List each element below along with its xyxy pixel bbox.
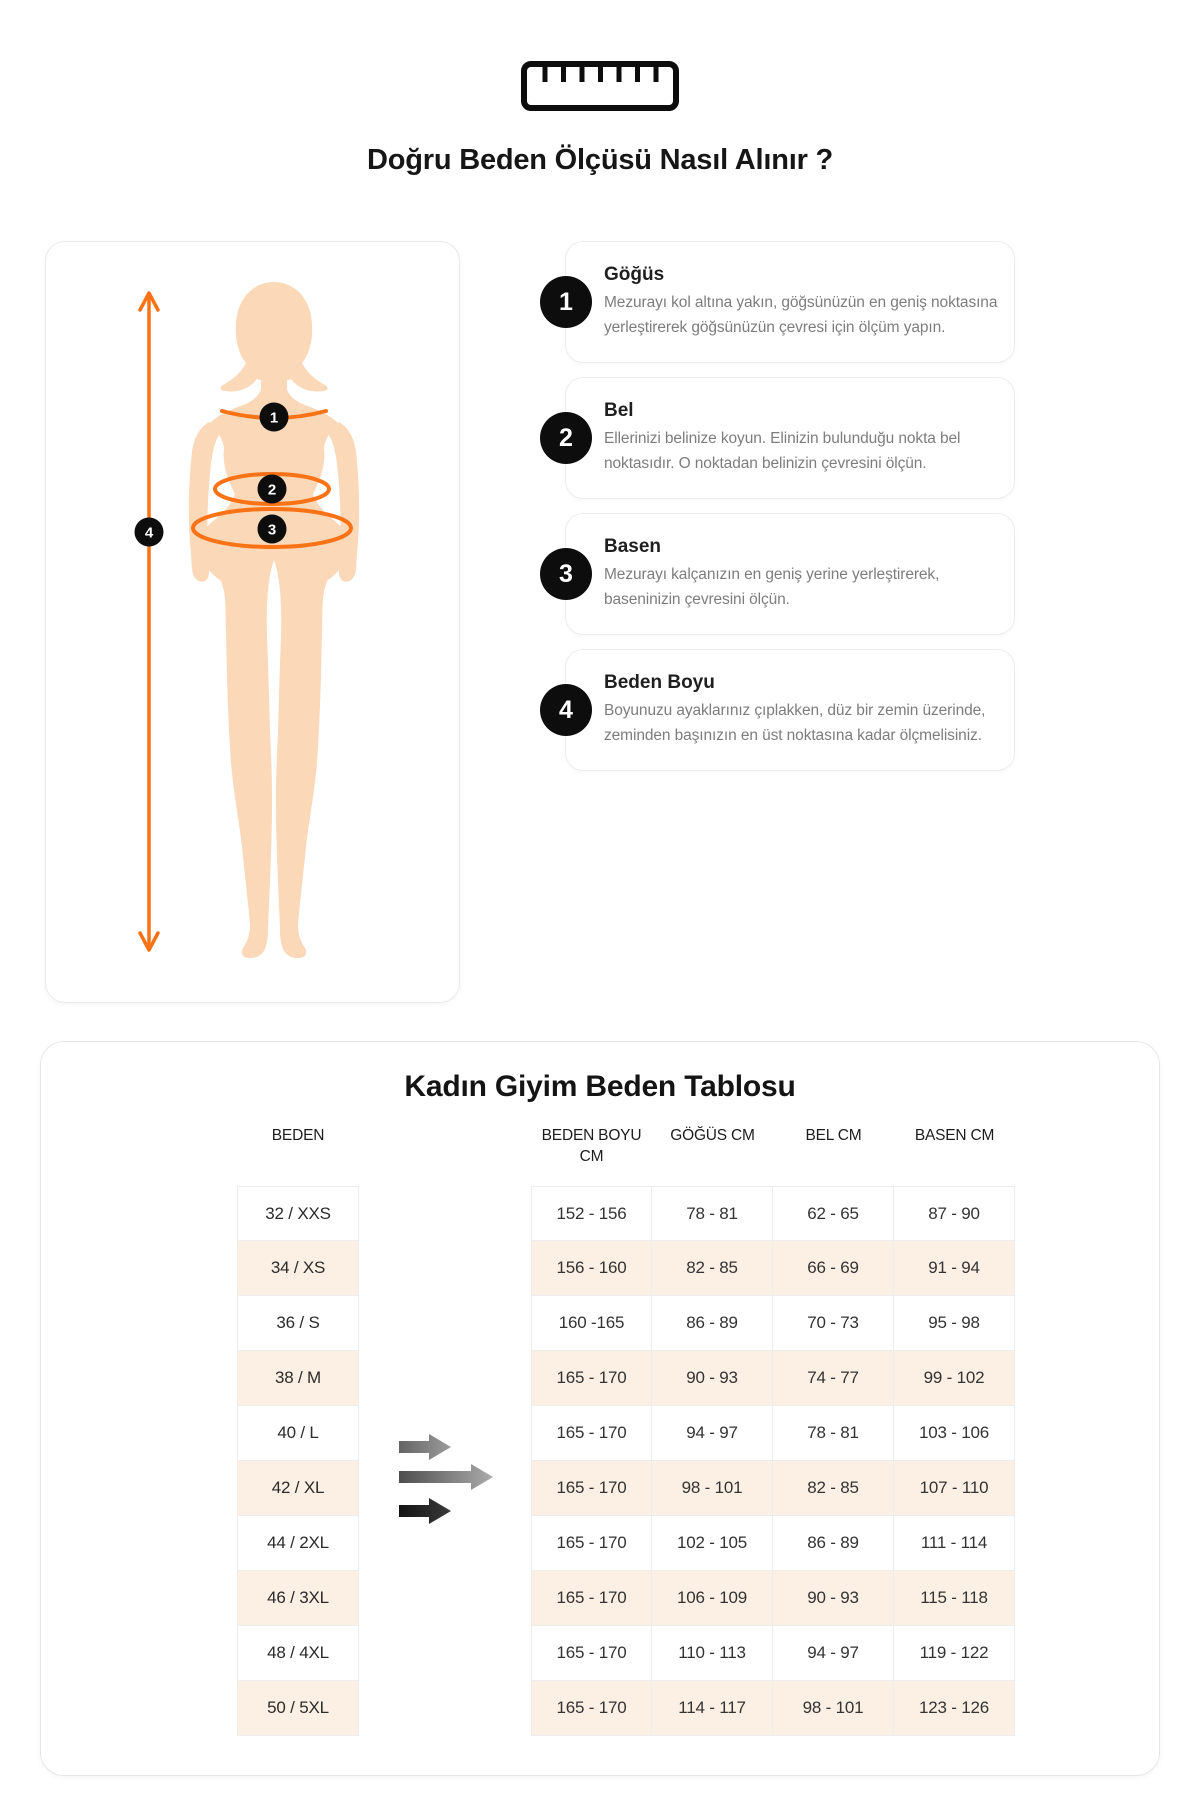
- cell-gogus: 86 - 89: [652, 1296, 773, 1351]
- cell-bel: 74 - 77: [773, 1351, 894, 1406]
- row-gap: [359, 1626, 531, 1681]
- step-number: 3: [559, 559, 573, 588]
- cell-gogus: 90 - 93: [652, 1351, 773, 1406]
- row-gap: [359, 1296, 531, 1351]
- cell-basen: 95 - 98: [894, 1296, 1015, 1351]
- instruction-title: Göğüs: [604, 264, 665, 286]
- col-header-basen: BASEN CM: [914, 1127, 995, 1144]
- page-title: Doğru Beden Ölçüsü Nasıl Alınır ?: [366, 144, 834, 176]
- instruction-title: Basen: [604, 536, 662, 558]
- cell-beden: 42 / XL: [237, 1461, 359, 1516]
- cell-basen: 87 - 90: [894, 1186, 1015, 1241]
- cell-bel: 90 - 93: [773, 1571, 894, 1626]
- col-header-gogus: GÖĞÜS CM: [670, 1127, 755, 1144]
- instruction-card: [559, 649, 1015, 771]
- row-gap: [359, 1571, 531, 1626]
- cell-basen: 119 - 122: [894, 1626, 1015, 1681]
- cell-beden: 40 / L: [237, 1406, 359, 1461]
- cell-bel: 98 - 101: [773, 1681, 894, 1736]
- cell-gogus: 102 - 105: [652, 1516, 773, 1571]
- row-gap: [359, 1681, 531, 1736]
- table-row: [237, 1516, 1159, 1571]
- table-row: [237, 1571, 1159, 1626]
- instruction-card: [559, 241, 1015, 363]
- cell-beden: 32 / XXS: [237, 1186, 359, 1241]
- cell-bel: 86 - 89: [773, 1516, 894, 1571]
- svg-text:3: 3: [267, 521, 277, 539]
- instruction-cards: [559, 241, 1015, 771]
- cell-bel: 62 - 65: [773, 1186, 894, 1241]
- ruler-icon: [520, 60, 680, 112]
- svg-text:2: 2: [267, 481, 277, 499]
- step-number-badge: [540, 684, 592, 736]
- cell-basen: 91 - 94: [894, 1241, 1015, 1296]
- cell-gogus: 110 - 113: [652, 1626, 773, 1681]
- size-pointer-arrows-icon: [393, 1422, 503, 1537]
- cell-gogus: 106 - 109: [652, 1571, 773, 1626]
- col-header-beden-boyu: BEDEN BOYU CM: [541, 1127, 642, 1165]
- cell-basen: 115 - 118: [894, 1571, 1015, 1626]
- table-row: [237, 1406, 1159, 1461]
- marker-3-badge: [258, 515, 287, 544]
- cell-bel: 70 - 73: [773, 1296, 894, 1351]
- svg-text:1: 1: [269, 409, 279, 427]
- measurement-guide-section: [0, 241, 1200, 1003]
- height-arrow: [140, 293, 158, 950]
- step-number: 4: [559, 695, 573, 724]
- cell-bel: 78 - 81: [773, 1406, 894, 1461]
- instruction-text: Mezurayı kalçanızın en geniş yerine yerleştirerek, baseninizin çevresini ölçün.: [604, 566, 940, 608]
- cell-beden: 36 / S: [237, 1296, 359, 1351]
- svg-text:4: 4: [144, 524, 154, 542]
- cell-bel: 94 - 97: [773, 1626, 894, 1681]
- cell-beden-boyu: 165 - 170: [531, 1626, 652, 1681]
- table-row: [237, 1461, 1159, 1516]
- instruction-text: Boyunuzu ayaklarınız çıplakken, düz bir zemin üzerinde, zeminden başınızın en üst noktasına kadar ölçmelisiniz.: [604, 702, 986, 744]
- col-header-bel: BEL CM: [805, 1127, 862, 1144]
- body-measurement-figure-panel: [45, 241, 460, 1003]
- cell-beden-boyu: 152 - 156: [531, 1186, 652, 1241]
- cell-beden: 50 / 5XL: [237, 1681, 359, 1736]
- col-header-beden: BEDEN: [271, 1127, 325, 1144]
- cell-beden-boyu: 160 -165: [531, 1296, 652, 1351]
- cell-beden: 48 / 4XL: [237, 1626, 359, 1681]
- cell-beden: 44 / 2XL: [237, 1516, 359, 1571]
- marker-2-badge: [258, 475, 287, 504]
- table-row: [237, 1626, 1159, 1681]
- cell-gogus: 94 - 97: [652, 1406, 773, 1461]
- table-row: [237, 1351, 1159, 1406]
- cell-beden: 46 / 3XL: [237, 1571, 359, 1626]
- ruler-icon-wrap: [0, 0, 1200, 112]
- cell-bel: 66 - 69: [773, 1241, 894, 1296]
- row-gap: [359, 1241, 531, 1296]
- step-number-badge: [540, 412, 592, 464]
- row-gap: [359, 1186, 531, 1241]
- table-row: [237, 1296, 1159, 1351]
- size-table-panel: [40, 1041, 1160, 1776]
- cell-beden-boyu: 165 - 170: [531, 1406, 652, 1461]
- cell-gogus: 114 - 117: [652, 1681, 773, 1736]
- step-number-badge: [540, 548, 592, 600]
- cell-gogus: 82 - 85: [652, 1241, 773, 1296]
- marker-4-badge: [135, 518, 164, 547]
- cell-gogus: 98 - 101: [652, 1461, 773, 1516]
- size-table-title: Kadın Giyim Beden Tablosu: [404, 1070, 796, 1103]
- cell-gogus: 78 - 81: [652, 1186, 773, 1241]
- size-table-body: [41, 1186, 1159, 1736]
- cell-basen: 123 - 126: [894, 1681, 1015, 1736]
- cell-beden: 38 / M: [237, 1351, 359, 1406]
- instruction-card: [559, 513, 1015, 635]
- cell-beden-boyu: 156 - 160: [531, 1241, 652, 1296]
- step-number-badge: [540, 276, 592, 328]
- table-row: [237, 1186, 1159, 1241]
- instruction-text: Ellerinizi belinize koyun. Elinizin bulunduğu nokta bel noktasıdır. O noktadan belinizin çevresini ölçün.: [604, 430, 961, 472]
- step-number: 1: [559, 287, 573, 316]
- table-row: [237, 1241, 1159, 1296]
- cell-beden-boyu: 165 - 170: [531, 1351, 652, 1406]
- cell-beden-boyu: 165 - 170: [531, 1516, 652, 1571]
- cell-basen: 103 - 106: [894, 1406, 1015, 1461]
- cell-beden-boyu: 165 - 170: [531, 1571, 652, 1626]
- marker-1-badge: [260, 403, 289, 432]
- instruction-title: Bel: [604, 400, 634, 422]
- row-gap: [359, 1351, 531, 1406]
- cell-basen: 99 - 102: [894, 1351, 1015, 1406]
- table-row: [237, 1681, 1159, 1736]
- size-table-header: [237, 1126, 1159, 1178]
- cell-basen: 111 - 114: [894, 1516, 1015, 1571]
- cell-bel: 82 - 85: [773, 1461, 894, 1516]
- instruction-title: Beden Boyu: [604, 672, 715, 694]
- instruction-card: [559, 377, 1015, 499]
- female-body-silhouette: [189, 282, 359, 958]
- cell-beden-boyu: 165 - 170: [531, 1681, 652, 1736]
- cell-beden-boyu: 165 - 170: [531, 1461, 652, 1516]
- cell-beden: 34 / XS: [237, 1241, 359, 1296]
- step-number: 2: [559, 423, 573, 452]
- instruction-text: Mezurayı kol altına yakın, göğsünüzün en geniş noktasına yerleştirerek göğsünüzün çevresi için ölçüm yapın.: [604, 294, 998, 336]
- cell-basen: 107 - 110: [894, 1461, 1015, 1516]
